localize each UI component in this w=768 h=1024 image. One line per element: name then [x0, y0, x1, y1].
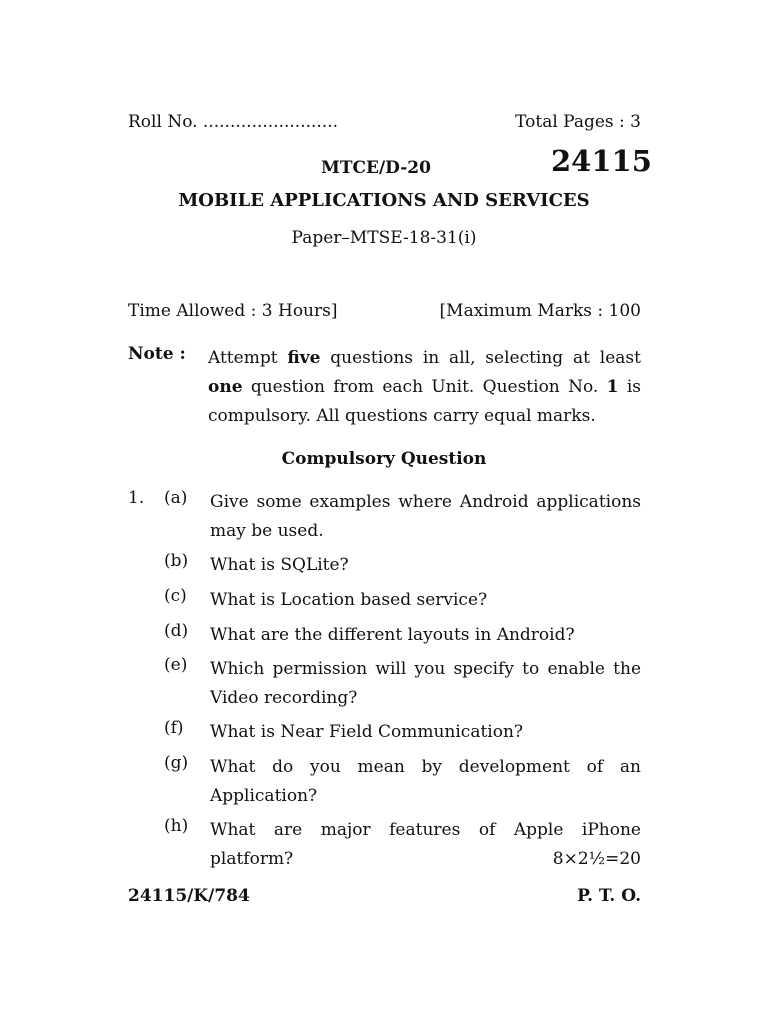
- part-text: [210, 816, 641, 874]
- paper-number: 24115: [551, 144, 652, 178]
- part-label: (f): [164, 718, 184, 738]
- exam-title: MOBILE APPLICATIONS AND SERVICES: [178, 190, 590, 211]
- note-text: question from each Unit. Question No.: [242, 377, 607, 397]
- part-text: What do you mean by development of an Application?: [210, 757, 641, 806]
- part-text: Give some examples where Android applications may be used.: [210, 492, 641, 541]
- header-row-1: [128, 112, 641, 132]
- section-title: Compulsory Question: [281, 449, 487, 469]
- time-allowed: Time Allowed : 3 Hours]: [128, 301, 338, 321]
- note-emphasis: five: [287, 348, 321, 368]
- total-pages: Total Pages : 3: [515, 112, 641, 132]
- note-text: Attempt: [208, 348, 288, 368]
- note-text: questions in all, selecting at least: [320, 348, 641, 368]
- part-text-line: platform?: [210, 849, 294, 869]
- footer: [128, 886, 641, 906]
- part-text: What is Near Field Communication?: [210, 722, 524, 742]
- note-emphasis: one: [208, 377, 243, 397]
- part-label: (e): [164, 655, 188, 675]
- pto-label: P. T. O.: [577, 886, 641, 906]
- note-emphasis: 1: [606, 377, 619, 397]
- maximum-marks: [Maximum Marks : 100: [439, 301, 641, 321]
- part-label: (g): [164, 753, 189, 773]
- note-label: Note :: [128, 344, 186, 364]
- marks-distribution: 8×2½=20: [552, 849, 641, 869]
- note-body: [208, 344, 641, 431]
- part-label: (d): [164, 621, 189, 641]
- part-text: What is SQLite?: [210, 555, 349, 575]
- header-row-time: [128, 301, 641, 321]
- part-text: What are the different layouts in Android?: [210, 625, 575, 645]
- course-code: MTCE/D-20: [321, 158, 431, 178]
- part-label: (b): [164, 551, 189, 571]
- paper-code: Paper–MTSE-18-31(i): [291, 228, 477, 248]
- part-label: (c): [164, 586, 187, 606]
- roll-no: Roll No. .........................: [128, 112, 339, 132]
- part-text: Which permission will you specify to enable the Video recording?: [210, 659, 641, 708]
- note-text: is compulsory. All questions carry equal marks.: [208, 377, 641, 426]
- part-text-last-line: [210, 845, 641, 874]
- question-number: 1.: [128, 488, 145, 508]
- part-label: (a): [164, 488, 188, 508]
- part-text: What is Location based service?: [210, 590, 488, 610]
- part-label: (h): [164, 816, 189, 836]
- part-text-line: What are major features of Apple iPhone: [210, 820, 641, 840]
- footer-code: 24115/K/784: [128, 886, 250, 906]
